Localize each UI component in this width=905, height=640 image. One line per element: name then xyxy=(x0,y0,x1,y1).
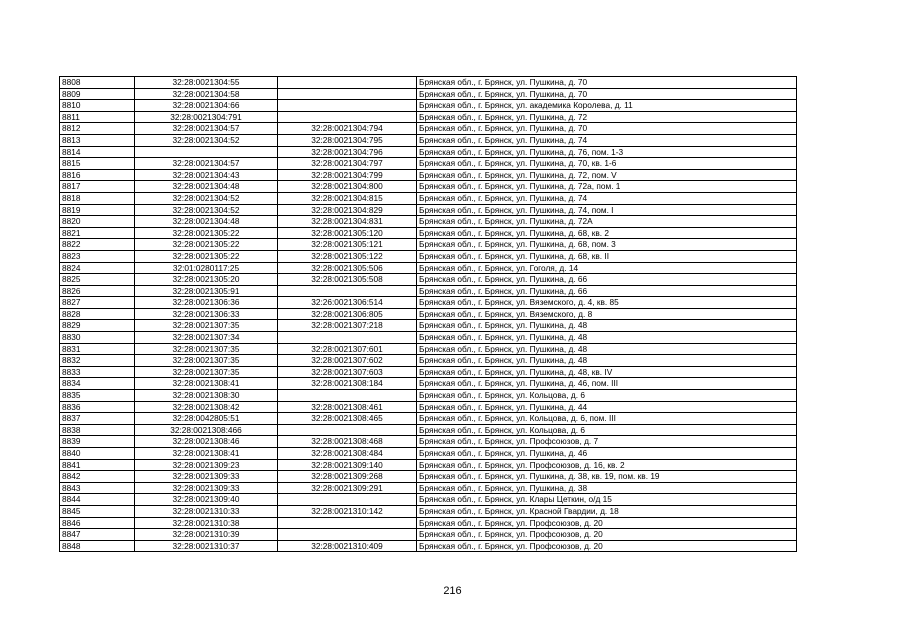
land-cadastral-number-cell: 32:28:0021305:91 xyxy=(135,285,278,297)
row-number-cell: 8833 xyxy=(60,366,135,378)
land-cadastral-number-cell: 32:28:0021308:46 xyxy=(135,436,278,448)
page-number: 216 xyxy=(443,585,462,597)
table-row xyxy=(60,134,797,146)
land-cadastral-number-cell: 32:28:0021304:48 xyxy=(135,181,278,193)
row-number-cell: 8817 xyxy=(60,181,135,193)
land-cadastral-number-cell: 32:28:0021309:40 xyxy=(135,494,278,506)
row-number-cell: 8830 xyxy=(60,332,135,344)
building-cadastral-number-cell: 32:28:0021310:409 xyxy=(278,540,417,552)
row-number-cell: 8843 xyxy=(60,482,135,494)
building-cadastral-number-cell: 32:28:0021309:291 xyxy=(278,482,417,494)
row-number-cell: 8836 xyxy=(60,401,135,413)
land-cadastral-number-cell: 32:28:0021306:36 xyxy=(135,297,278,309)
land-cadastral-number-cell: 32:28:0021304:57 xyxy=(135,158,278,170)
row-number-cell: 8837 xyxy=(60,413,135,425)
address-cell: Брянская обл., г. Брянск, ул. Пушкина, д. 38, кв. 19, пом. кв. 19 xyxy=(417,471,797,483)
building-cadastral-number-cell: 32:28:0021310:142 xyxy=(278,505,417,517)
row-number-cell: 8819 xyxy=(60,204,135,216)
address-cell: Брянская обл., г. Брянск, ул. Пушкина, д. 66 xyxy=(417,285,797,297)
building-cadastral-number-cell: 32:28:0021307:602 xyxy=(278,355,417,367)
address-cell: Брянская обл., г. Брянск, ул. Пушкина, д. 66 xyxy=(417,274,797,286)
land-cadastral-number-cell: 32:28:0021307:35 xyxy=(135,343,278,355)
row-number-cell: 8816 xyxy=(60,169,135,181)
address-cell: Брянская обл., г. Брянск, ул. Вяземского, д. 4, кв. 85 xyxy=(417,297,797,309)
land-cadastral-number-cell: 32:28:0021305:22 xyxy=(135,227,278,239)
row-number-cell: 8815 xyxy=(60,158,135,170)
land-cadastral-number-cell: 32:28:0021308:41 xyxy=(135,448,278,460)
land-cadastral-number-cell: 32:28:0021310:33 xyxy=(135,505,278,517)
address-cell: Брянская обл., г. Брянск, ул. Пушкина, д. 70 xyxy=(417,123,797,135)
land-cadastral-number-cell: 32:28:0021309:33 xyxy=(135,482,278,494)
address-cell: Брянская обл., г. Брянск, ул. Пушкина, д. 70, кв. 1-6 xyxy=(417,158,797,170)
row-number-cell: 8841 xyxy=(60,459,135,471)
building-cadastral-number-cell: 32:28:0021309:268 xyxy=(278,471,417,483)
address-cell: Брянская обл., г. Брянск, ул. Пушкина, д. 48 xyxy=(417,355,797,367)
row-number-cell: 8812 xyxy=(60,123,135,135)
table-row xyxy=(60,285,797,297)
row-number-cell: 8808 xyxy=(60,77,135,89)
address-cell: Брянская обл., г. Брянск, ул. Пушкина, д. 46 xyxy=(417,448,797,460)
building-cadastral-number-cell: 32:28:0021304:794 xyxy=(278,123,417,135)
row-number-cell: 8811 xyxy=(60,111,135,123)
row-number-cell: 8838 xyxy=(60,424,135,436)
land-cadastral-number-cell: 32:28:0021307:35 xyxy=(135,366,278,378)
building-cadastral-number-cell xyxy=(278,77,417,89)
row-number-cell: 8829 xyxy=(60,320,135,332)
row-number-cell: 8827 xyxy=(60,297,135,309)
address-cell: Брянская обл., г. Брянск, ул. Пушкина, д. 74 xyxy=(417,134,797,146)
land-cadastral-number-cell: 32:28:0021310:37 xyxy=(135,540,278,552)
address-cell: Брянская обл., г. Брянск, ул. Пушкина, д. 46, пом. III xyxy=(417,378,797,390)
table-row xyxy=(60,332,797,344)
building-cadastral-number-cell: 32:28:0021304:831 xyxy=(278,216,417,228)
table-row xyxy=(60,308,797,320)
address-cell: Брянская обл., г. Брянск, ул. Пушкина, д. 48 xyxy=(417,320,797,332)
land-cadastral-number-cell: 32:28:0021304:43 xyxy=(135,169,278,181)
table-row xyxy=(60,146,797,158)
table-row xyxy=(60,436,797,448)
land-cadastral-number-cell: 32:28:0021305:22 xyxy=(135,239,278,251)
building-cadastral-number-cell: 32:28:0021304:829 xyxy=(278,204,417,216)
land-cadastral-number-cell: 32:28:0021310:38 xyxy=(135,517,278,529)
building-cadastral-number-cell: 32:28:0021308:184 xyxy=(278,378,417,390)
land-cadastral-number-cell: 32:28:0021304:66 xyxy=(135,100,278,112)
row-number-cell: 8821 xyxy=(60,227,135,239)
address-cell: Брянская обл., г. Брянск, ул. Пушкина, д. 72 xyxy=(417,111,797,123)
building-cadastral-number-cell: 32:28:0021305:122 xyxy=(278,250,417,262)
address-cell: Брянская обл., г. Брянск, ул. Клары Цеткин, о/д 15 xyxy=(417,494,797,506)
address-cell: Брянская обл., г. Брянск, ул. Пушкина, д. 70 xyxy=(417,88,797,100)
table-row xyxy=(60,413,797,425)
land-cadastral-number-cell: 32:28:0021307:35 xyxy=(135,320,278,332)
land-cadastral-number-cell: 32:28:0021306:33 xyxy=(135,308,278,320)
address-cell: Брянская обл., г. Брянск, ул. Пушкина, д. 48 xyxy=(417,332,797,344)
address-cell: Брянская обл., г. Брянск, ул. Пушкина, д. 48, кв. IV xyxy=(417,366,797,378)
row-number-cell: 8813 xyxy=(60,134,135,146)
land-cadastral-number-cell: 32:28:0021304:55 xyxy=(135,77,278,89)
address-cell: Брянская обл., г. Брянск, ул. Пушкина, д. 44 xyxy=(417,401,797,413)
row-number-cell: 8825 xyxy=(60,274,135,286)
land-cadastral-number-cell: 32:28:0021304:58 xyxy=(135,88,278,100)
land-cadastral-number-cell: 32:28:0021304:52 xyxy=(135,134,278,146)
table-row xyxy=(60,169,797,181)
building-cadastral-number-cell xyxy=(278,100,417,112)
table-row xyxy=(60,355,797,367)
table-row xyxy=(60,227,797,239)
address-cell: Брянская обл., г. Брянск, ул. Профсоюзов, д. 7 xyxy=(417,436,797,448)
land-cadastral-number-cell: 32:28:0021308:30 xyxy=(135,390,278,402)
table-row xyxy=(60,378,797,390)
row-number-cell: 8844 xyxy=(60,494,135,506)
table-row xyxy=(60,471,797,483)
building-cadastral-number-cell: 32:28:0021305:120 xyxy=(278,227,417,239)
address-cell: Брянская обл., г. Брянск, ул. Профсоюзов, д. 16, кв. 2 xyxy=(417,459,797,471)
address-cell: Брянская обл., г. Брянск, ул. Профсоюзов, д. 20 xyxy=(417,517,797,529)
building-cadastral-number-cell: 32:28:0021304:800 xyxy=(278,181,417,193)
row-number-cell: 8809 xyxy=(60,88,135,100)
address-cell: Брянская обл., г. Брянск, ул. Кольцова, д. 6 xyxy=(417,424,797,436)
address-cell: Брянская обл., г. Брянск, ул. Кольцова, д. 6, пом. III xyxy=(417,413,797,425)
table-row xyxy=(60,239,797,251)
table-row xyxy=(60,366,797,378)
row-number-cell: 8832 xyxy=(60,355,135,367)
row-number-cell: 8818 xyxy=(60,192,135,204)
building-cadastral-number-cell: 32:28:0021308:468 xyxy=(278,436,417,448)
address-cell: Брянская обл., г. Брянск, ул. Пушкина, д. 72А xyxy=(417,216,797,228)
building-cadastral-number-cell: 32:28:0021306:805 xyxy=(278,308,417,320)
land-cadastral-number-cell: 32:28:0021307:34 xyxy=(135,332,278,344)
address-cell: Брянская обл., г. Брянск, ул. Пушкина, д. 48 xyxy=(417,343,797,355)
building-cadastral-number-cell xyxy=(278,424,417,436)
table-row xyxy=(60,216,797,228)
address-cell: Брянская обл., г. Брянск, ул. Профсоюзов, д. 20 xyxy=(417,529,797,541)
building-cadastral-number-cell xyxy=(278,390,417,402)
land-cadastral-number-cell: 32:28:0042805:51 xyxy=(135,413,278,425)
building-cadastral-number-cell xyxy=(278,88,417,100)
row-number-cell: 8834 xyxy=(60,378,135,390)
building-cadastral-number-cell xyxy=(278,517,417,529)
table-row xyxy=(60,100,797,112)
address-cell: Брянская обл., г. Брянск, ул. Кольцова, д. 6 xyxy=(417,390,797,402)
address-cell: Брянская обл., г. Брянск, ул. Пушкина, д. 74 xyxy=(417,192,797,204)
row-number-cell: 8810 xyxy=(60,100,135,112)
building-cadastral-number-cell: 32:28:0021305:506 xyxy=(278,262,417,274)
address-cell: Брянская обл., г. Брянск, ул. Пушкина, д. 70 xyxy=(417,77,797,89)
cadastral-table xyxy=(59,76,797,552)
table-row xyxy=(60,390,797,402)
table-row xyxy=(60,123,797,135)
table-row xyxy=(60,517,797,529)
building-cadastral-number-cell: 32:28:0021304:795 xyxy=(278,134,417,146)
building-cadastral-number-cell: 32:28:0021308:484 xyxy=(278,448,417,460)
address-cell: Брянская обл., г. Брянск, ул. Пушкина, д. 76, пом. 1-3 xyxy=(417,146,797,158)
address-cell: Брянская обл., г. Брянск, ул. Пушкина, д. 68, пом. 3 xyxy=(417,239,797,251)
table-row xyxy=(60,424,797,436)
building-cadastral-number-cell xyxy=(278,529,417,541)
table-row xyxy=(60,274,797,286)
table-row xyxy=(60,529,797,541)
table-body xyxy=(60,77,797,552)
land-cadastral-number-cell: 32:28:0021308:42 xyxy=(135,401,278,413)
row-number-cell: 8824 xyxy=(60,262,135,274)
row-number-cell: 8842 xyxy=(60,471,135,483)
table-row xyxy=(60,494,797,506)
table-row xyxy=(60,181,797,193)
building-cadastral-number-cell: 32:28:0021307:603 xyxy=(278,366,417,378)
building-cadastral-number-cell xyxy=(278,285,417,297)
address-cell: Брянская обл., г. Брянск, ул. Пушкина, д. 38 xyxy=(417,482,797,494)
row-number-cell: 8840 xyxy=(60,448,135,460)
land-cadastral-number-cell: 32:28:0021304:791 xyxy=(135,111,278,123)
building-cadastral-number-cell: 32:26:0021306:514 xyxy=(278,297,417,309)
table-row xyxy=(60,88,797,100)
row-number-cell: 8814 xyxy=(60,146,135,158)
table-row xyxy=(60,250,797,262)
row-number-cell: 8847 xyxy=(60,529,135,541)
row-number-cell: 8820 xyxy=(60,216,135,228)
row-number-cell: 8848 xyxy=(60,540,135,552)
building-cadastral-number-cell: 32:28:0021308:465 xyxy=(278,413,417,425)
address-cell: Брянская обл., г. Брянск, ул. Пушкина, д. 72а, пом. 1 xyxy=(417,181,797,193)
row-number-cell: 8846 xyxy=(60,517,135,529)
table-row xyxy=(60,297,797,309)
building-cadastral-number-cell: 32:28:0021304:797 xyxy=(278,158,417,170)
table-row xyxy=(60,482,797,494)
table-row xyxy=(60,111,797,123)
table-row xyxy=(60,540,797,552)
building-cadastral-number-cell xyxy=(278,494,417,506)
table-row xyxy=(60,401,797,413)
table-row xyxy=(60,505,797,517)
building-cadastral-number-cell: 32:28:0021304:796 xyxy=(278,146,417,158)
building-cadastral-number-cell xyxy=(278,332,417,344)
row-number-cell: 8828 xyxy=(60,308,135,320)
land-cadastral-number-cell: 32:01:0280117:25 xyxy=(135,262,278,274)
row-number-cell: 8826 xyxy=(60,285,135,297)
row-number-cell: 8845 xyxy=(60,505,135,517)
land-cadastral-number-cell: 32:28:0021304:52 xyxy=(135,204,278,216)
table-row xyxy=(60,192,797,204)
land-cadastral-number-cell: 32:28:0021307:35 xyxy=(135,355,278,367)
address-cell: Брянская обл., г. Брянск, ул. Красной Гвардии, д. 18 xyxy=(417,505,797,517)
table-row xyxy=(60,262,797,274)
land-cadastral-number-cell: 32:28:0021309:33 xyxy=(135,471,278,483)
row-number-cell: 8822 xyxy=(60,239,135,251)
land-cadastral-number-cell: 32:28:0021305:22 xyxy=(135,250,278,262)
building-cadastral-number-cell: 32:28:0021307:218 xyxy=(278,320,417,332)
address-cell: Брянская обл., г. Брянск, ул. Пушкина, д. 68, кв. 2 xyxy=(417,227,797,239)
building-cadastral-number-cell xyxy=(278,111,417,123)
building-cadastral-number-cell: 32:28:0021305:121 xyxy=(278,239,417,251)
address-cell: Брянская обл., г. Брянск, ул. Гоголя, д. 14 xyxy=(417,262,797,274)
table-row xyxy=(60,204,797,216)
land-cadastral-number-cell: 32:28:0021308:41 xyxy=(135,378,278,390)
land-cadastral-number-cell: 32:28:0021304:48 xyxy=(135,216,278,228)
building-cadastral-number-cell: 32:28:0021308:461 xyxy=(278,401,417,413)
building-cadastral-number-cell: 32:28:0021304:815 xyxy=(278,192,417,204)
land-cadastral-number-cell xyxy=(135,146,278,158)
table-row xyxy=(60,448,797,460)
land-cadastral-number-cell: 32:28:0021305:20 xyxy=(135,274,278,286)
land-cadastral-number-cell: 32:28:0021308:466 xyxy=(135,424,278,436)
row-number-cell: 8823 xyxy=(60,250,135,262)
address-cell: Брянская обл., г. Брянск, ул. Пушкина, д. 68, кв. II xyxy=(417,250,797,262)
address-cell: Брянская обл., г. Брянск, ул. Пушкина, д. 72, пом. V xyxy=(417,169,797,181)
land-cadastral-number-cell: 32:28:0021304:57 xyxy=(135,123,278,135)
row-number-cell: 8835 xyxy=(60,390,135,402)
address-cell: Брянская обл., г. Брянск, ул. академика Королева, д. 11 xyxy=(417,100,797,112)
address-cell: Брянская обл., г. Брянск, ул. Пушкина, д. 74, пом. I xyxy=(417,204,797,216)
row-number-cell: 8839 xyxy=(60,436,135,448)
land-cadastral-number-cell: 32:28:0021309:23 xyxy=(135,459,278,471)
address-cell: Брянская обл., г. Брянск, ул. Вяземского, д. 8 xyxy=(417,308,797,320)
building-cadastral-number-cell: 32:28:0021304:799 xyxy=(278,169,417,181)
address-cell: Брянская обл., г. Брянск, ул. Профсоюзов, д. 20 xyxy=(417,540,797,552)
table-row xyxy=(60,459,797,471)
land-cadastral-number-cell: 32:28:0021304:52 xyxy=(135,192,278,204)
building-cadastral-number-cell: 32:28:0021305:508 xyxy=(278,274,417,286)
table-row xyxy=(60,320,797,332)
table-row xyxy=(60,343,797,355)
table-row xyxy=(60,158,797,170)
land-cadastral-number-cell: 32:28:0021310:39 xyxy=(135,529,278,541)
table-row xyxy=(60,77,797,89)
building-cadastral-number-cell: 32:28:0021309:140 xyxy=(278,459,417,471)
row-number-cell: 8831 xyxy=(60,343,135,355)
building-cadastral-number-cell: 32:28:0021307:601 xyxy=(278,343,417,355)
